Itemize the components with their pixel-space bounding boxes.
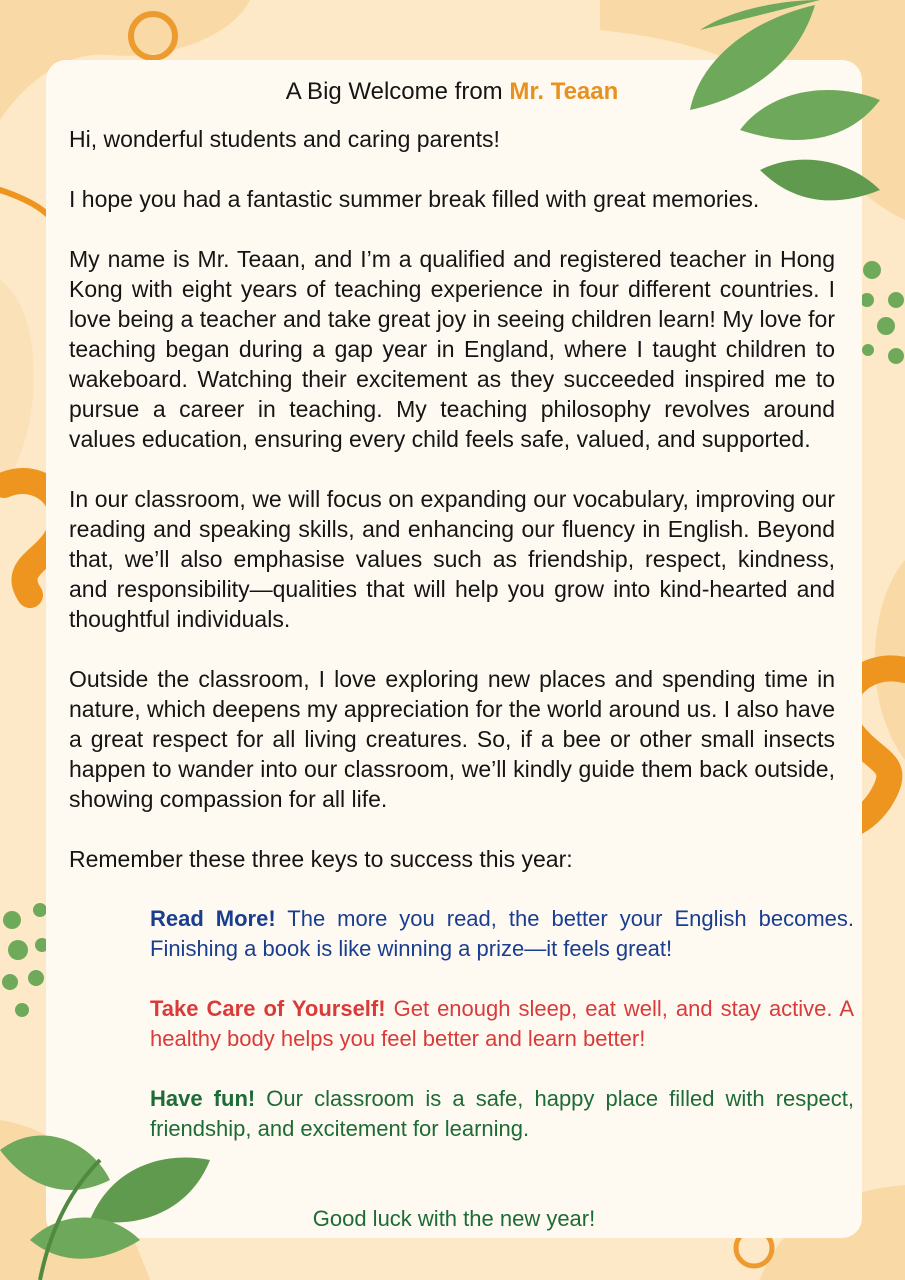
letter-content: [69, 74, 855, 1174]
summer-paragraph: I hope you had a fantastic summer break filled with great memories.: [69, 186, 760, 212]
keys-intro: Remember these three keys to success this year:: [69, 846, 573, 872]
blob-left-mid: [0, 280, 34, 500]
key-title: Take Care of Yourself!: [150, 996, 386, 1021]
teacher-name: Mr. Teaan: [509, 78, 619, 105]
greeting: Hi, wonderful students and caring parents!: [69, 126, 500, 152]
key-take-care: [150, 994, 854, 1054]
classroom-paragraph: In our classroom, we will focus on expanding our vocabulary, improving our reading and speaking skills, and enhancing our fluency in English. Beyond that, we’ll also emphasise values such as friendship, respect, kindness, and responsibility—qualities that will help you grow into kind-hearted and thoughtful individuals.: [69, 486, 835, 632]
outside-paragraph: Outside the classroom, I love exploring new places and spending time in nature, which deepens my appreciation for the world around us. I also have a great respect for all living creatures. So, if a bee or other small insects happen to wander into our classroom, we’ll kindly guide them back outside, showing compassion for all life.: [69, 666, 835, 812]
title-prefix: A Big Welcome from: [285, 78, 510, 105]
intro-paragraph: My name is Mr. Teaan, and I’m a qualified and registered teacher in Hong Kong with eight years of teaching experience in four different countries. I love being a teacher and take great joy in seeing children learn! My love for teaching began during a gap year in England, where I taught children to wakeboard. Watching their excitement as they succeeded inspired me to pursue a career in teaching. My teaching philosophy revolves around values education, ensuring every child feels safe, valued, and supported.: [69, 246, 835, 452]
dot-cluster-icon: [2, 903, 49, 1017]
dot-cluster-icon: [860, 261, 904, 364]
key-text: Get enough sleep, eat well, and stay active. A healthy body helps you feel better and learn better!: [150, 996, 855, 1051]
key-text: Our classroom is a safe, happy place filled with respect, friendship, and excitement for learning.: [150, 1086, 854, 1141]
key-text: The more you read, the better your English becomes. Finishing a book is like winning a prize—it feels great!: [150, 906, 855, 961]
key-title: Have fun!: [150, 1086, 256, 1111]
keys-list: [150, 904, 854, 1144]
key-read-more: [150, 904, 854, 964]
key-title: Read More!: [150, 906, 276, 931]
closing-line: Good luck with the new year!: [312, 1206, 596, 1231]
letter-title: [69, 74, 835, 110]
key-have-fun: [150, 1084, 854, 1144]
